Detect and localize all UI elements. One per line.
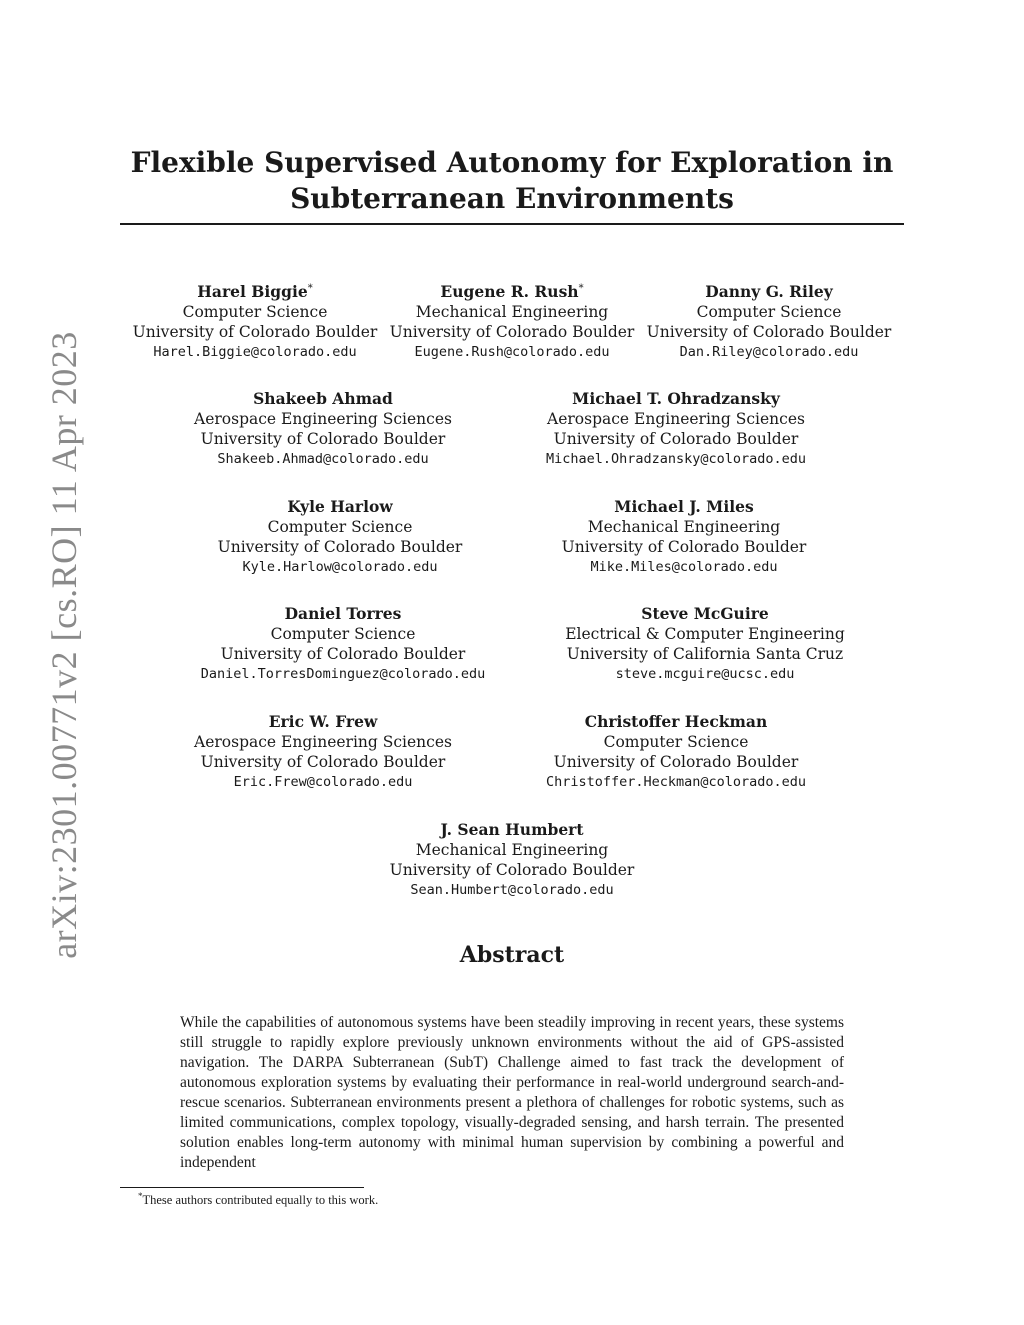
author-name: Shakeeb Ahmad — [253, 389, 393, 408]
author-email[interactable]: Mike.Miles@colorado.edu — [590, 559, 778, 575]
author-email[interactable]: Michael.Ohradzansky@colorado.edu — [545, 451, 807, 467]
author-email[interactable]: Daniel.TorresDominguez@colorado.edu — [200, 666, 486, 682]
author-email[interactable]: Shakeeb.Ahmad@colorado.edu — [217, 451, 429, 467]
abstract-heading: Abstract — [459, 942, 565, 968]
equal-contribution-marker: * — [578, 282, 584, 294]
author-affiliation: University of California Santa Cruz — [566, 645, 844, 663]
author-affiliation: University of Colorado Boulder — [561, 538, 807, 556]
author-block — [390, 820, 635, 900]
author-block — [133, 282, 378, 362]
footnote — [138, 1192, 378, 1208]
author-affiliation: University of Colorado Boulder — [646, 323, 892, 341]
author-department: Aerospace Engineering Sciences — [547, 410, 805, 428]
author-affiliation: University of Colorado Boulder — [389, 323, 635, 341]
author-affiliation: University of Colorado Boulder — [200, 430, 446, 448]
author-department: Mechanical Engineering — [415, 303, 609, 321]
author-block — [565, 604, 845, 684]
footnote-marker: * — [138, 1190, 143, 1201]
author-department: Aerospace Engineering Sciences — [194, 410, 452, 428]
footnote-text: These authors contributed equally to this work. — [142, 1193, 379, 1207]
author-affiliation: University of Colorado Boulder — [217, 538, 463, 556]
author-email[interactable]: Dan.Riley@colorado.edu — [679, 344, 859, 360]
author-block — [546, 712, 806, 792]
author-email[interactable]: Kyle.Harlow@colorado.edu — [242, 559, 438, 575]
author-affiliation: University of Colorado Boulder — [132, 323, 378, 341]
author-block — [218, 497, 463, 577]
abstract-text: While the capabilities of autonomous systems have been steadily improving in recent years, these systems still struggle to rapidly explore previously unknown environments without the aid of GPS-assisted navigation. The DARPA Subterranean (SubT) Challenge aimed to fast track the development of autonomous exploration systems by evaluating their performance in real-world underground search-and-rescue scenarios. Subterranean environments present a plethora of challenges for robotic systems, such as limited communications, complex topology, visually-degraded sensing, and harsh terrain. The presented solution enables long-term autonomy with minimal human supervision by combining a powerful and independent — [180, 1014, 844, 1171]
author-department: Mechanical Engineering — [587, 518, 781, 536]
author-affiliation: University of Colorado Boulder — [220, 645, 466, 663]
author-email[interactable]: Christoffer.Heckman@colorado.edu — [545, 774, 807, 790]
author-block — [194, 712, 452, 792]
equal-contribution-marker: * — [307, 282, 313, 294]
author-email[interactable]: Sean.Humbert@colorado.edu — [410, 882, 614, 898]
author-affiliation: University of Colorado Boulder — [389, 861, 635, 879]
author-affiliation: University of Colorado Boulder — [200, 753, 446, 771]
author-name: Daniel Torres — [284, 604, 402, 623]
author-department: Aerospace Engineering Sciences — [194, 733, 452, 751]
author-affiliation: University of Colorado Boulder — [553, 430, 799, 448]
title-rule — [120, 223, 904, 225]
paper-title: Flexible Supervised Autonomy for Exploration in Subterranean Environments — [130, 146, 894, 215]
author-block — [546, 389, 806, 469]
author-affiliation: University of Colorado Boulder — [553, 753, 799, 771]
author-department: Computer Science — [603, 733, 749, 751]
author-email[interactable]: Eric.Frew@colorado.edu — [233, 774, 413, 790]
author-name: J. Sean Humbert — [440, 820, 584, 839]
author-email[interactable]: Eugene.Rush@colorado.edu — [414, 344, 610, 360]
author-block — [390, 282, 635, 362]
author-email[interactable]: steve.mcguire@ucsc.edu — [615, 666, 795, 682]
author-name: Michael J. Miles — [614, 497, 754, 516]
footnote-rule — [120, 1187, 364, 1188]
author-name: Harel Biggie* — [197, 282, 313, 301]
author-name: Steve McGuire — [641, 604, 769, 623]
author-block — [647, 282, 892, 362]
arxiv-identifier-stamp: arXiv:2301.00771v2 [cs.RO] 11 Apr 2023 — [44, 331, 84, 959]
author-block — [201, 604, 485, 684]
author-department: Computer Science — [182, 303, 328, 321]
author-name: Michael T. Ohradzansky — [572, 389, 780, 408]
author-name: Eric W. Frew — [268, 712, 378, 731]
author-email[interactable]: Harel.Biggie@colorado.edu — [153, 344, 357, 360]
author-name: Christoffer Heckman — [584, 712, 768, 731]
author-name: Eugene R. Rush* — [440, 282, 584, 301]
author-name: Kyle Harlow — [287, 497, 393, 516]
author-department: Electrical & Computer Engineering — [565, 625, 845, 643]
author-department: Computer Science — [267, 518, 413, 536]
author-block — [562, 497, 807, 577]
author-department: Computer Science — [696, 303, 842, 321]
author-block — [194, 389, 452, 469]
author-department: Computer Science — [270, 625, 416, 643]
author-name: Danny G. Riley — [705, 282, 833, 301]
author-department: Mechanical Engineering — [415, 841, 609, 859]
